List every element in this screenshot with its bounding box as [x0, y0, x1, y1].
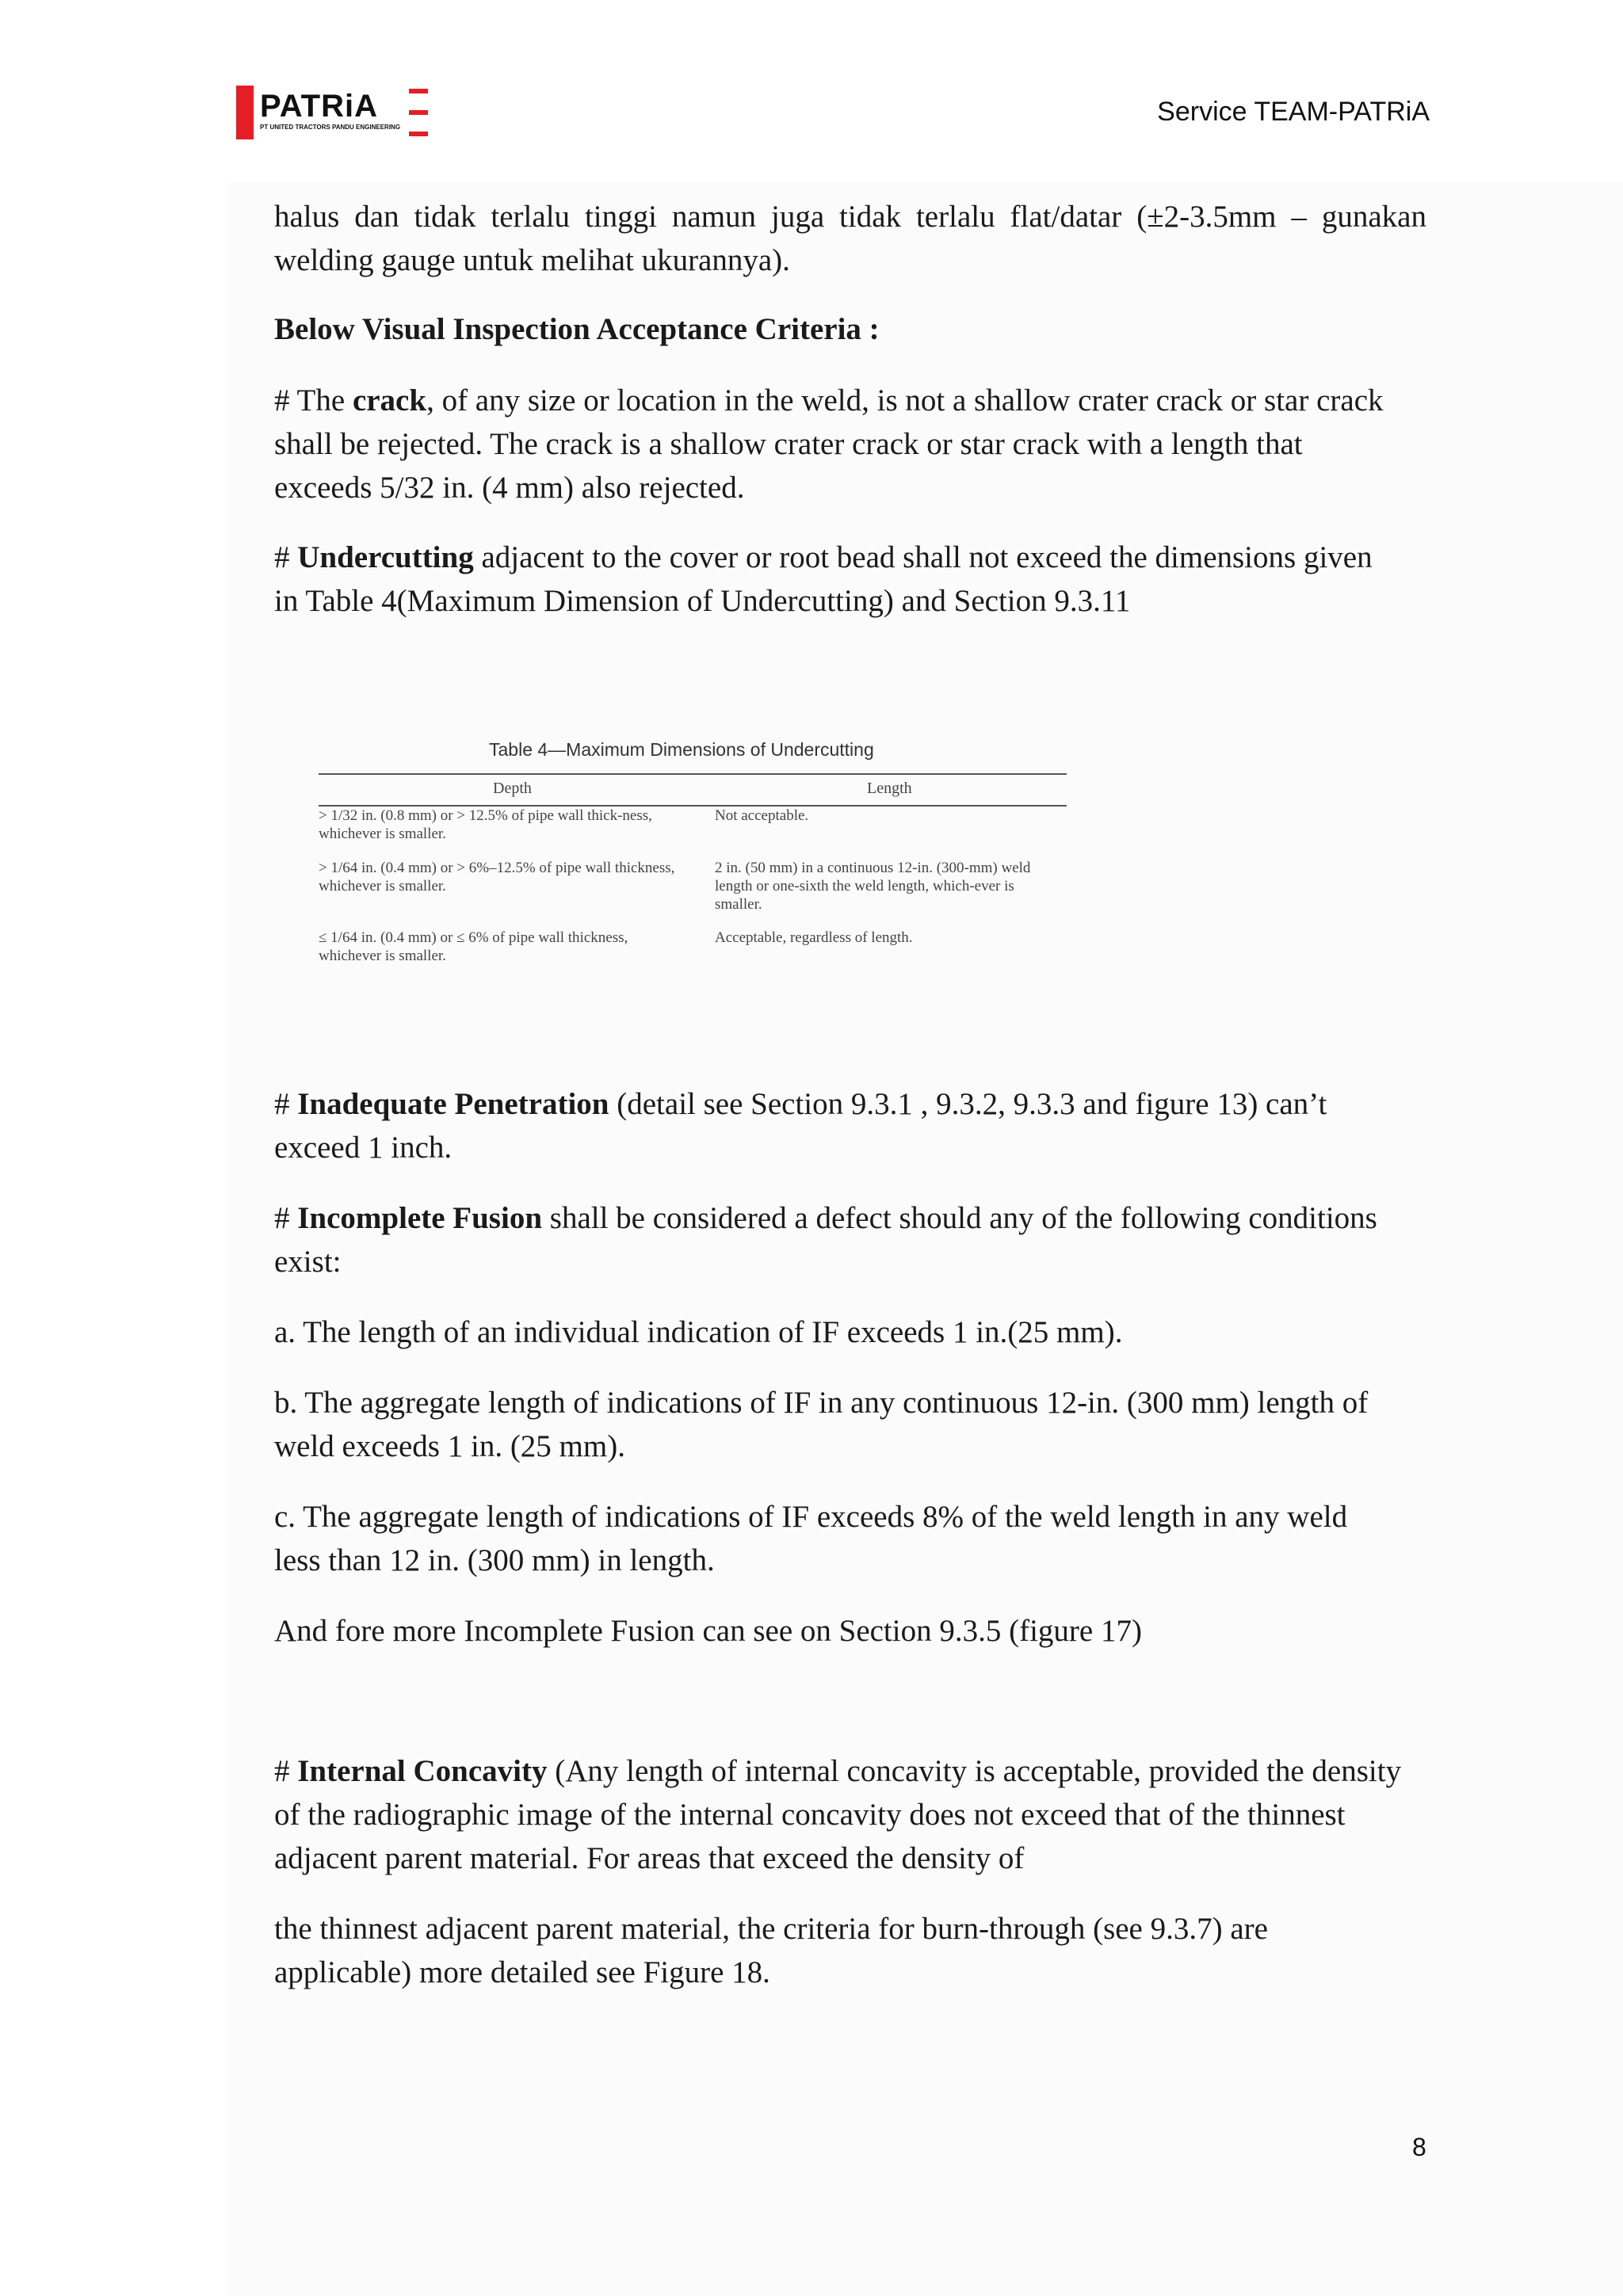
table-header-length: Length: [867, 780, 912, 797]
table-title: Table 4—Maximum Dimensions of Undercutting: [489, 739, 874, 760]
logo-subtext: PT UNITED TRACTORS PANDU ENGINEERING: [260, 124, 401, 131]
fusion-item-b: b. The aggregate length of indications of IF in any continuous 12-in. (300 mm) length of weld exceeds 1 in. (25 mm).: [274, 1386, 1369, 1463]
crack-paragraph: # The crack, of any size or location in the weld, is not a shallow crater crack or star crack shall be rejected. The crack is a shallow crater crack or star crack with a length that exceeds 5/32 in. (4 mm) also rejected.: [274, 383, 1384, 505]
fusion-item-c: c. The aggregate length of indications of IF exceeds 8% of the weld length in any weld less than 12 in. (300 mm) in length.: [274, 1500, 1348, 1577]
concavity-continuation: the thinnest adjacent parent material, the criteria for burn-through (see 9.3.7) are applicable) more detailed see Figure 18.: [274, 1912, 1268, 1989]
fusion-item-a: a. The length of an individual indication of IF exceeds 1 in.(25 mm).: [274, 1315, 1123, 1349]
table-cell-depth: > 1/32 in. (0.8 mm) or > 12.5% of pipe wall thick-ness, whichever is smaller.: [319, 807, 652, 842]
criteria-heading: Below Visual Inspection Acceptance Criteria :: [274, 312, 880, 346]
table-cell-length: Not acceptable.: [715, 807, 809, 824]
logo-red-bar: [236, 86, 254, 139]
intro-paragraph: halus dan tidak terlalu tinggi namun juga tidak terlalu flat/datar (±2-3.5mm – gunakan welding gauge untuk melihat ukurannya).: [274, 200, 1426, 277]
header-title: Service TEAM-PATRiA: [1157, 97, 1430, 127]
penetration-paragraph: # Inadequate Penetration (detail see Section 9.3.1 , 9.3.2, 9.3.3 and figure 13) can’t exceed 1 inch.: [274, 1087, 1327, 1165]
table-cell-length: 2 in. (50 mm) in a continuous 12-in. (300-mm) weld length or one-sixth the weld length, which-ever is smaller.: [715, 860, 1031, 913]
fusion-more: And fore more Incomplete Fusion can see on Section 9.3.5 (figure 17): [274, 1614, 1142, 1648]
table-header-depth: Depth: [493, 780, 532, 797]
table-rule: [319, 773, 1067, 775]
patria-logo: [236, 86, 434, 139]
logo-dash: [409, 132, 428, 136]
table-cell-length: Acceptable, regardless of length.: [715, 929, 913, 946]
undercut-paragraph: # Undercutting adjacent to the cover or root bead shall not exceed the dimensions given in Table 4(Maximum Dimension of Undercutting) and Section 9.3.11: [274, 540, 1373, 618]
logo-wordmark: PATRiA: [260, 89, 378, 124]
logo-dash: [409, 110, 428, 115]
concavity-paragraph: # Internal Concavity (Any length of internal concavity is acceptable, provided the density of the radiographic image of the internal concavity does not exceed that of the thinnest adjacent parent material. For areas that exceed the density of: [274, 1754, 1402, 1875]
logo-dash: [409, 89, 428, 93]
fusion-paragraph: # Incomplete Fusion shall be considered a defect should any of the following conditions exist:: [274, 1201, 1377, 1279]
table-cell-depth: > 1/64 in. (0.4 mm) or > 6%–12.5% of pipe wall thickness, whichever is smaller.: [319, 860, 675, 894]
page-number: 8: [1412, 2133, 1426, 2161]
table-cell-depth: ≤ 1/64 in. (0.4 mm) or ≤ 6% of pipe wall thickness, whichever is smaller.: [319, 929, 628, 964]
